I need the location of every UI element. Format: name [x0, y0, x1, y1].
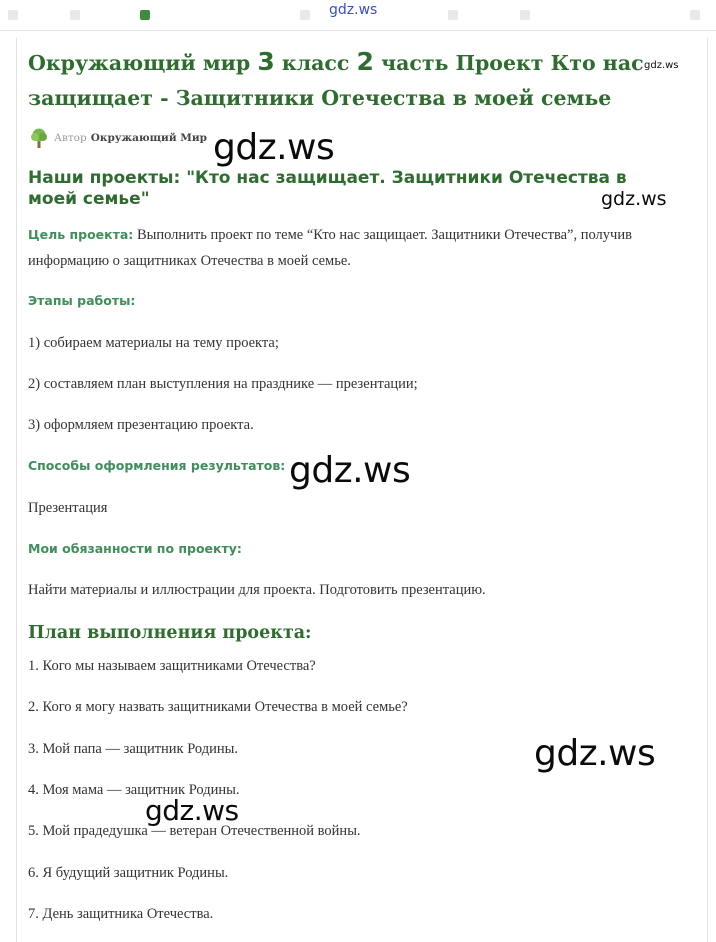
title-part-number: 2	[356, 47, 374, 76]
duties-label: Мои обязанности по проекту:	[28, 541, 242, 556]
plan-item: 7. День защитника Отечества.	[28, 906, 214, 922]
stage-item: 1) собираем материалы на тему проекта;	[28, 335, 279, 351]
duties-text: Найти материалы и иллюстрации для проекта. Подготовить презентацию.	[28, 582, 486, 598]
plan-item: 5. Мой прадедушка — ветеран Отечественной войны.	[28, 823, 361, 839]
strip-mark	[520, 10, 530, 20]
watermark-text: gdz.ws	[289, 450, 411, 491]
strip-mark	[300, 10, 310, 20]
goal-text: Выполнить проект по теме “Кто нас защищает. Защитники Отечества”, получив информацию о защитниках Отечества в моей семье.	[28, 227, 632, 269]
results-label: Способы оформления результатов:	[28, 458, 286, 473]
watermark-top: gdz.ws	[329, 2, 378, 18]
title-grade-number: 3	[257, 47, 275, 76]
watermark-text: gdz.ws	[534, 733, 656, 774]
title-part: класс	[274, 51, 357, 75]
plan-item: 1. Кого мы называем защитниками Отечества?	[28, 658, 316, 674]
stage-item: 3) оформляем презентацию проекта.	[28, 417, 254, 433]
duties-label-line	[28, 536, 678, 562]
plan-heading: План выполнения проекта:	[28, 623, 312, 643]
strip-mark	[690, 10, 700, 20]
strip-mark	[70, 10, 80, 20]
strip-mark	[8, 10, 18, 20]
goal-label: Цель проекта:	[28, 227, 134, 242]
watermark-text: gdz.ws	[213, 127, 335, 168]
watermark-text: gdz.ws	[601, 188, 667, 210]
watermark-text: gdz.ws	[644, 60, 679, 71]
author-line	[28, 127, 207, 149]
strip-mark	[140, 10, 150, 20]
author-label: Автор	[54, 132, 87, 144]
watermark-text: gdz.ws	[145, 794, 239, 827]
title-part: часть Проект Кто нас защищает - Защитники Отечества в моей семье	[28, 51, 644, 110]
stages-label-line	[28, 288, 678, 314]
section-heading: Наши проекты: "Кто нас защищает. Защитники Отечества в моей семье"	[28, 168, 627, 209]
stage-item: 2) составляем план выступления на празднике — презентации;	[28, 376, 418, 392]
plan-item: 2. Кого я могу назвать защитниками Отечества в моей семье?	[28, 699, 408, 715]
plan-item: 3. Мой папа — защитник Родины.	[28, 741, 239, 757]
plan-item: 6. Я будущий защитник Родины.	[28, 865, 229, 881]
tree-icon	[28, 127, 50, 149]
page-title	[28, 44, 678, 116]
plan-item: 4. Моя мама — защитник Родины.	[28, 782, 240, 798]
results-text: Презентация	[28, 500, 108, 516]
stages-label: Этапы работы:	[28, 293, 136, 308]
goal-paragraph	[28, 222, 678, 274]
author-name[interactable]: Окружающий Мир	[90, 132, 208, 144]
title-part: Окружающий мир	[28, 51, 258, 75]
strip-mark	[448, 10, 458, 20]
